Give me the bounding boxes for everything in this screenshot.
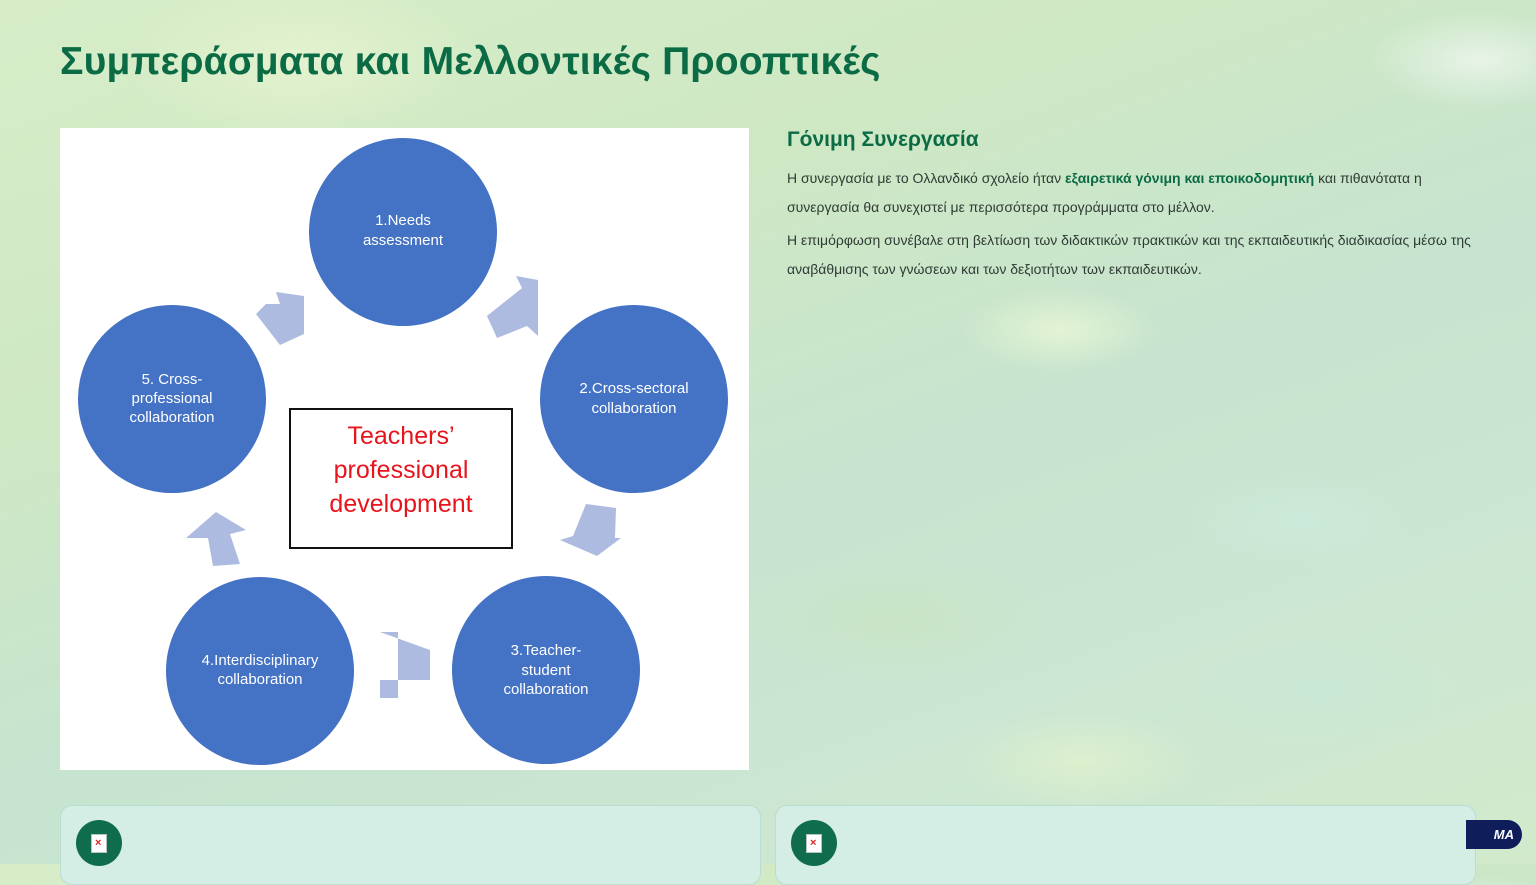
paragraph-training: Η επιμόρφωση συνέβαλε στη βελτίωση των διδακτικών πρακτικών και της εκπαιδευτικής διαδικασίας μέσω της αναβάθμισης των γνώσεων και των δεξιοτήτων των εκπαιδευτικών.	[787, 232, 1471, 277]
node-2-line-2: collaboration	[591, 400, 677, 417]
arrow-2-to-3	[560, 504, 621, 556]
info-card-left	[60, 805, 761, 885]
node-interdisciplinary-collaboration	[166, 577, 354, 765]
node-5-line-1: 5. Cross-	[141, 371, 203, 388]
node-5-line-3: collaboration	[129, 409, 215, 426]
arrow-1-to-2	[487, 276, 538, 338]
center-line-3: development	[329, 490, 473, 518]
node-3-line-1: 3.Teacher-	[510, 642, 582, 659]
node-cross-professional-collaboration	[78, 305, 266, 493]
paragraph-1-start: Η συνεργασία με το Ολλανδικό σχολείο ήταν	[787, 170, 1065, 186]
node-3-line-3: collaboration	[503, 681, 589, 698]
node-2-line-1: 2.Cross-sectoral	[579, 380, 689, 397]
arrow-5-to-1	[256, 292, 304, 345]
broken-image-icon	[806, 834, 822, 853]
paragraph-1-emphasis: εξαιρετικά γόνιμη και εποικοδομητική	[1064, 170, 1315, 186]
arrow-4-to-5	[186, 512, 246, 566]
page-title: Συμπεράσματα και Μελλοντικές Προοπτικές	[60, 40, 881, 83]
center-box	[290, 409, 512, 548]
text-section	[787, 128, 1487, 288]
node-teacher-student-collaboration	[452, 576, 640, 764]
diagram-svg	[60, 128, 749, 770]
broken-image-icon	[91, 834, 107, 853]
center-line-2: professional	[333, 456, 469, 484]
node-4-line-2: collaboration	[217, 671, 303, 688]
node-1-line-2: assessment	[362, 232, 444, 249]
paragraph-collaboration	[787, 164, 1487, 222]
node-4-line-1: 4.Interdisciplinary	[201, 652, 319, 669]
info-card-right	[775, 805, 1476, 885]
node-3-line-2: student	[521, 662, 571, 679]
node-5-line-2: professional	[131, 390, 213, 407]
center-line-1: Teachers’	[347, 422, 455, 450]
node-needs-assessment	[309, 138, 497, 326]
card-icon-circle	[76, 820, 122, 866]
development-cycle-diagram	[60, 128, 749, 770]
arrow-3-to-4	[380, 632, 430, 698]
section-heading: Γόνιμη Συνεργασία	[787, 128, 979, 151]
brand-badge[interactable]: MA	[1466, 820, 1522, 849]
node-cross-sectoral-collaboration	[540, 305, 728, 493]
paragraph-1-end: και πιθανότατα η συνεργασία θα συνεχιστεί με περισσότερα προγράμματα στο μέλλον.	[787, 170, 1422, 215]
card-icon-circle	[791, 820, 837, 866]
node-1-line-1: 1.Needs	[375, 212, 431, 229]
